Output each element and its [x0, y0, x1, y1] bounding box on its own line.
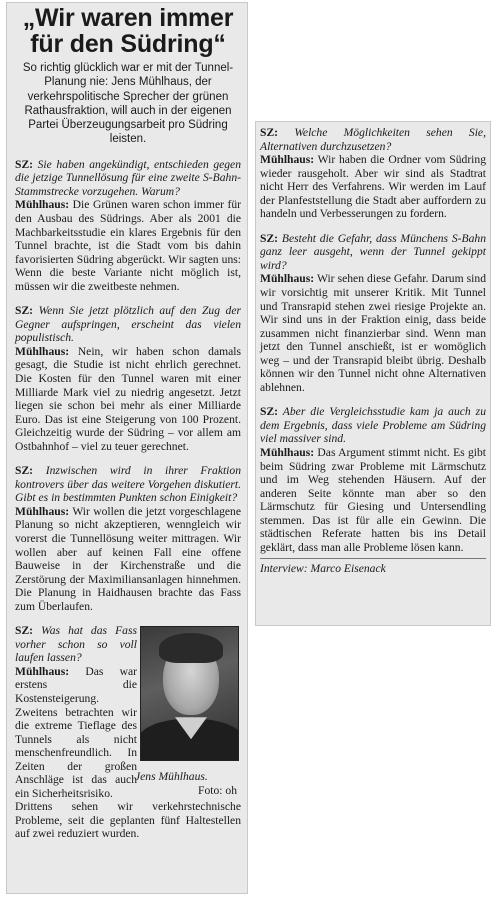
- question-3: [15, 464, 241, 505]
- photo-caption: Jens Mühlhaus.: [135, 770, 208, 784]
- answer-text: Wir haben die Ordner vom Südring wieder rausgeholt. Aber wir sind als Stadtrat nicht Herr des Verfahrens. Wir werden im Lauf der Planfeststellung die Stadt aber auffordern zu handeln und Verbesserungen zu fordern.: [260, 153, 486, 221]
- byline: Interview: Marco Eisenack: [260, 562, 386, 576]
- question-text: Besteht die Gefahr, dass Münchens S-Bahn ganz leer ausgeht, wenn der Tunnel gekippt wird?: [260, 231, 486, 272]
- answer-speaker: Mühlhaus:: [15, 344, 70, 358]
- answer-speaker: Mühlhaus:: [15, 504, 70, 518]
- answer-speaker: Mühlhaus:: [15, 198, 70, 212]
- answer-speaker: Mühlhaus:: [260, 153, 315, 167]
- right-question-3: [260, 405, 486, 446]
- question-speaker: SZ:: [260, 405, 279, 419]
- answer-text: Nein, wir haben schon damals gesagt, die Studie ist nicht ehrlich gerechnet. Die Kosten für den Tunnel waren mit einer Milliarde Mark viel zu niedrig angesetzt. Jetzt liegen sie schon bei mehr als einer Milliarde Euro. Das ist eine Steigerung von 100 Prozent. Gleichzeitig wurde der Südring – vor allem am Ostbahnhof – viel zu teuer gerechnet.: [15, 344, 241, 453]
- photo-block: [15, 624, 241, 800]
- answer-4-continued: Drittens sehen wir verkehrstechnische Probleme, seit die geplanten fünf Haltestellen auf zwei reduziert wurden.: [15, 800, 241, 841]
- photo-credit: Foto: oh: [198, 784, 237, 798]
- right-answer-1: [260, 153, 486, 221]
- question-speaker: SZ:: [15, 624, 34, 638]
- question-text: Aber die Vergleichsstudie kam ja auch zu dem Ergebnis, dass viele Probleme am Südring viel massiver sind.: [260, 405, 486, 446]
- answer-text: Wir sehen diese Gefahr. Darum sind wir vorsichtig mit unserer Kritik. Mit Tunnel und Transrapid stehen zwei riesige Projekte an. Wir sind uns in der Fraktion einig, dass beide zusammen nicht finanzierbar sind. Wenn man jetzt den Tunnel anschießt, ist er womöglich weg – und der Transrapid bleibt übrig. Deshalb können wir den Tunnel nicht ohne Alternativen ablehnen.: [260, 272, 486, 394]
- question-speaker: SZ:: [260, 126, 279, 139]
- question-speaker: SZ:: [15, 464, 34, 478]
- question-1: [15, 158, 241, 199]
- question-speaker: SZ:: [15, 304, 34, 318]
- headline: [15, 5, 241, 57]
- question-speaker: SZ:: [260, 231, 279, 245]
- question-2: [15, 304, 241, 345]
- answer-speaker: Mühlhaus:: [260, 446, 315, 460]
- left-column: [6, 2, 248, 894]
- right-question-2: [260, 232, 486, 273]
- answer-3: [15, 505, 241, 613]
- right-answer-2: [260, 272, 486, 394]
- question-text: Welche Möglichkeiten sehen Sie, Alternativen durchzusetzen?: [260, 126, 486, 153]
- answer-4: [15, 665, 137, 800]
- question-4: [15, 624, 137, 665]
- byline-divider: [260, 558, 486, 559]
- right-question-1: [260, 126, 486, 153]
- question-text: Inzwischen wird in ihrer Fraktion kontrovers über das weitere Vorgehen diskutiert. Gibt es in bestimmten Punkten schon Einigkeit?: [15, 464, 241, 505]
- answer-2: [15, 345, 241, 453]
- question-speaker: SZ:: [15, 157, 34, 171]
- headline-line-2: für den Südring“: [30, 30, 226, 58]
- portrait-photo: [140, 626, 239, 761]
- answer-1: [15, 198, 241, 293]
- lead-paragraph: So richtig glücklich war er mit der Tunnel-Planung nie: Jens Mühlhaus, der verkehrspolitische Sprecher der grünen Rathausfraktion, will auch in der eigenen Partei Überzeugungsarbeit pro Südring leisten.: [22, 62, 234, 146]
- question-text: Sie haben angekündigt, entschieden gegen die jetzige Tunnellösung für eine zweite S-Bahn-Stammstrecke vorzugehen. Warum?: [15, 157, 241, 198]
- question-text: Was hat das Fass vorher schon so voll laufen lassen?: [15, 624, 137, 665]
- answer-text: Die Grünen waren schon immer für den Ausbau des Südrings. Aber als 2001 die Machbarkeitsstudie ein klares Ergebnis für den Tunnel brachte, ist die Stadt vom bis dahin favorisierten Südring abgerückt. Wir sagten uns: Wenn die beste Variante nicht möglich ist, müssen wir die zweitbeste nehmen.: [15, 198, 242, 293]
- answer-speaker: Mühlhaus:: [260, 272, 315, 286]
- answer-text: Das Argument stimmt nicht. Es gibt beim Südring zwar Probleme mit Lärmschutz und im Weg stehenden Häusern. Auf der anderen Seite könnte man aber so den Lärmschutz für Giesing und Untersendling stemmen. Das ist für alle ein Gewinn. Die städtischen Referate hatten bis ins Detail geklärt, dass man alle Probleme lösen kann.: [260, 446, 486, 554]
- right-answer-3: [260, 446, 486, 554]
- question-text: Wenn Sie jetzt plötzlich auf den Zug der Gegner aufspringen, erscheint das vielen populistisch.: [15, 304, 242, 345]
- answer-text: Das war erstens die Kostensteigerung. Zweitens betrachten wir die extreme Tieflage des Tunnels als nicht menschenfreundlich. In Zeiten der großen Anschläge ist das auch ein Sicherheitsrisiko.: [15, 664, 137, 800]
- photo-caption-row: [135, 770, 239, 784]
- right-column: [255, 121, 491, 626]
- answer-text: Wir wollen die jetzt vorgeschlagene Planung so nicht akzeptieren, wenngleich wir vorerst die Tunnellösung weiter mittragen. Wir wollen aber auf keinen Fall eine offene Bauweise in der Kirchenstraße und die Zerstörung der Maximiliansanlagen hinnehmen. Die Planung in Haidhausen brachte das Fass zum Überlaufen.: [15, 504, 241, 613]
- headline-line-1: „Wir waren immer: [22, 4, 234, 32]
- answer-speaker: Mühlhaus:: [15, 664, 70, 678]
